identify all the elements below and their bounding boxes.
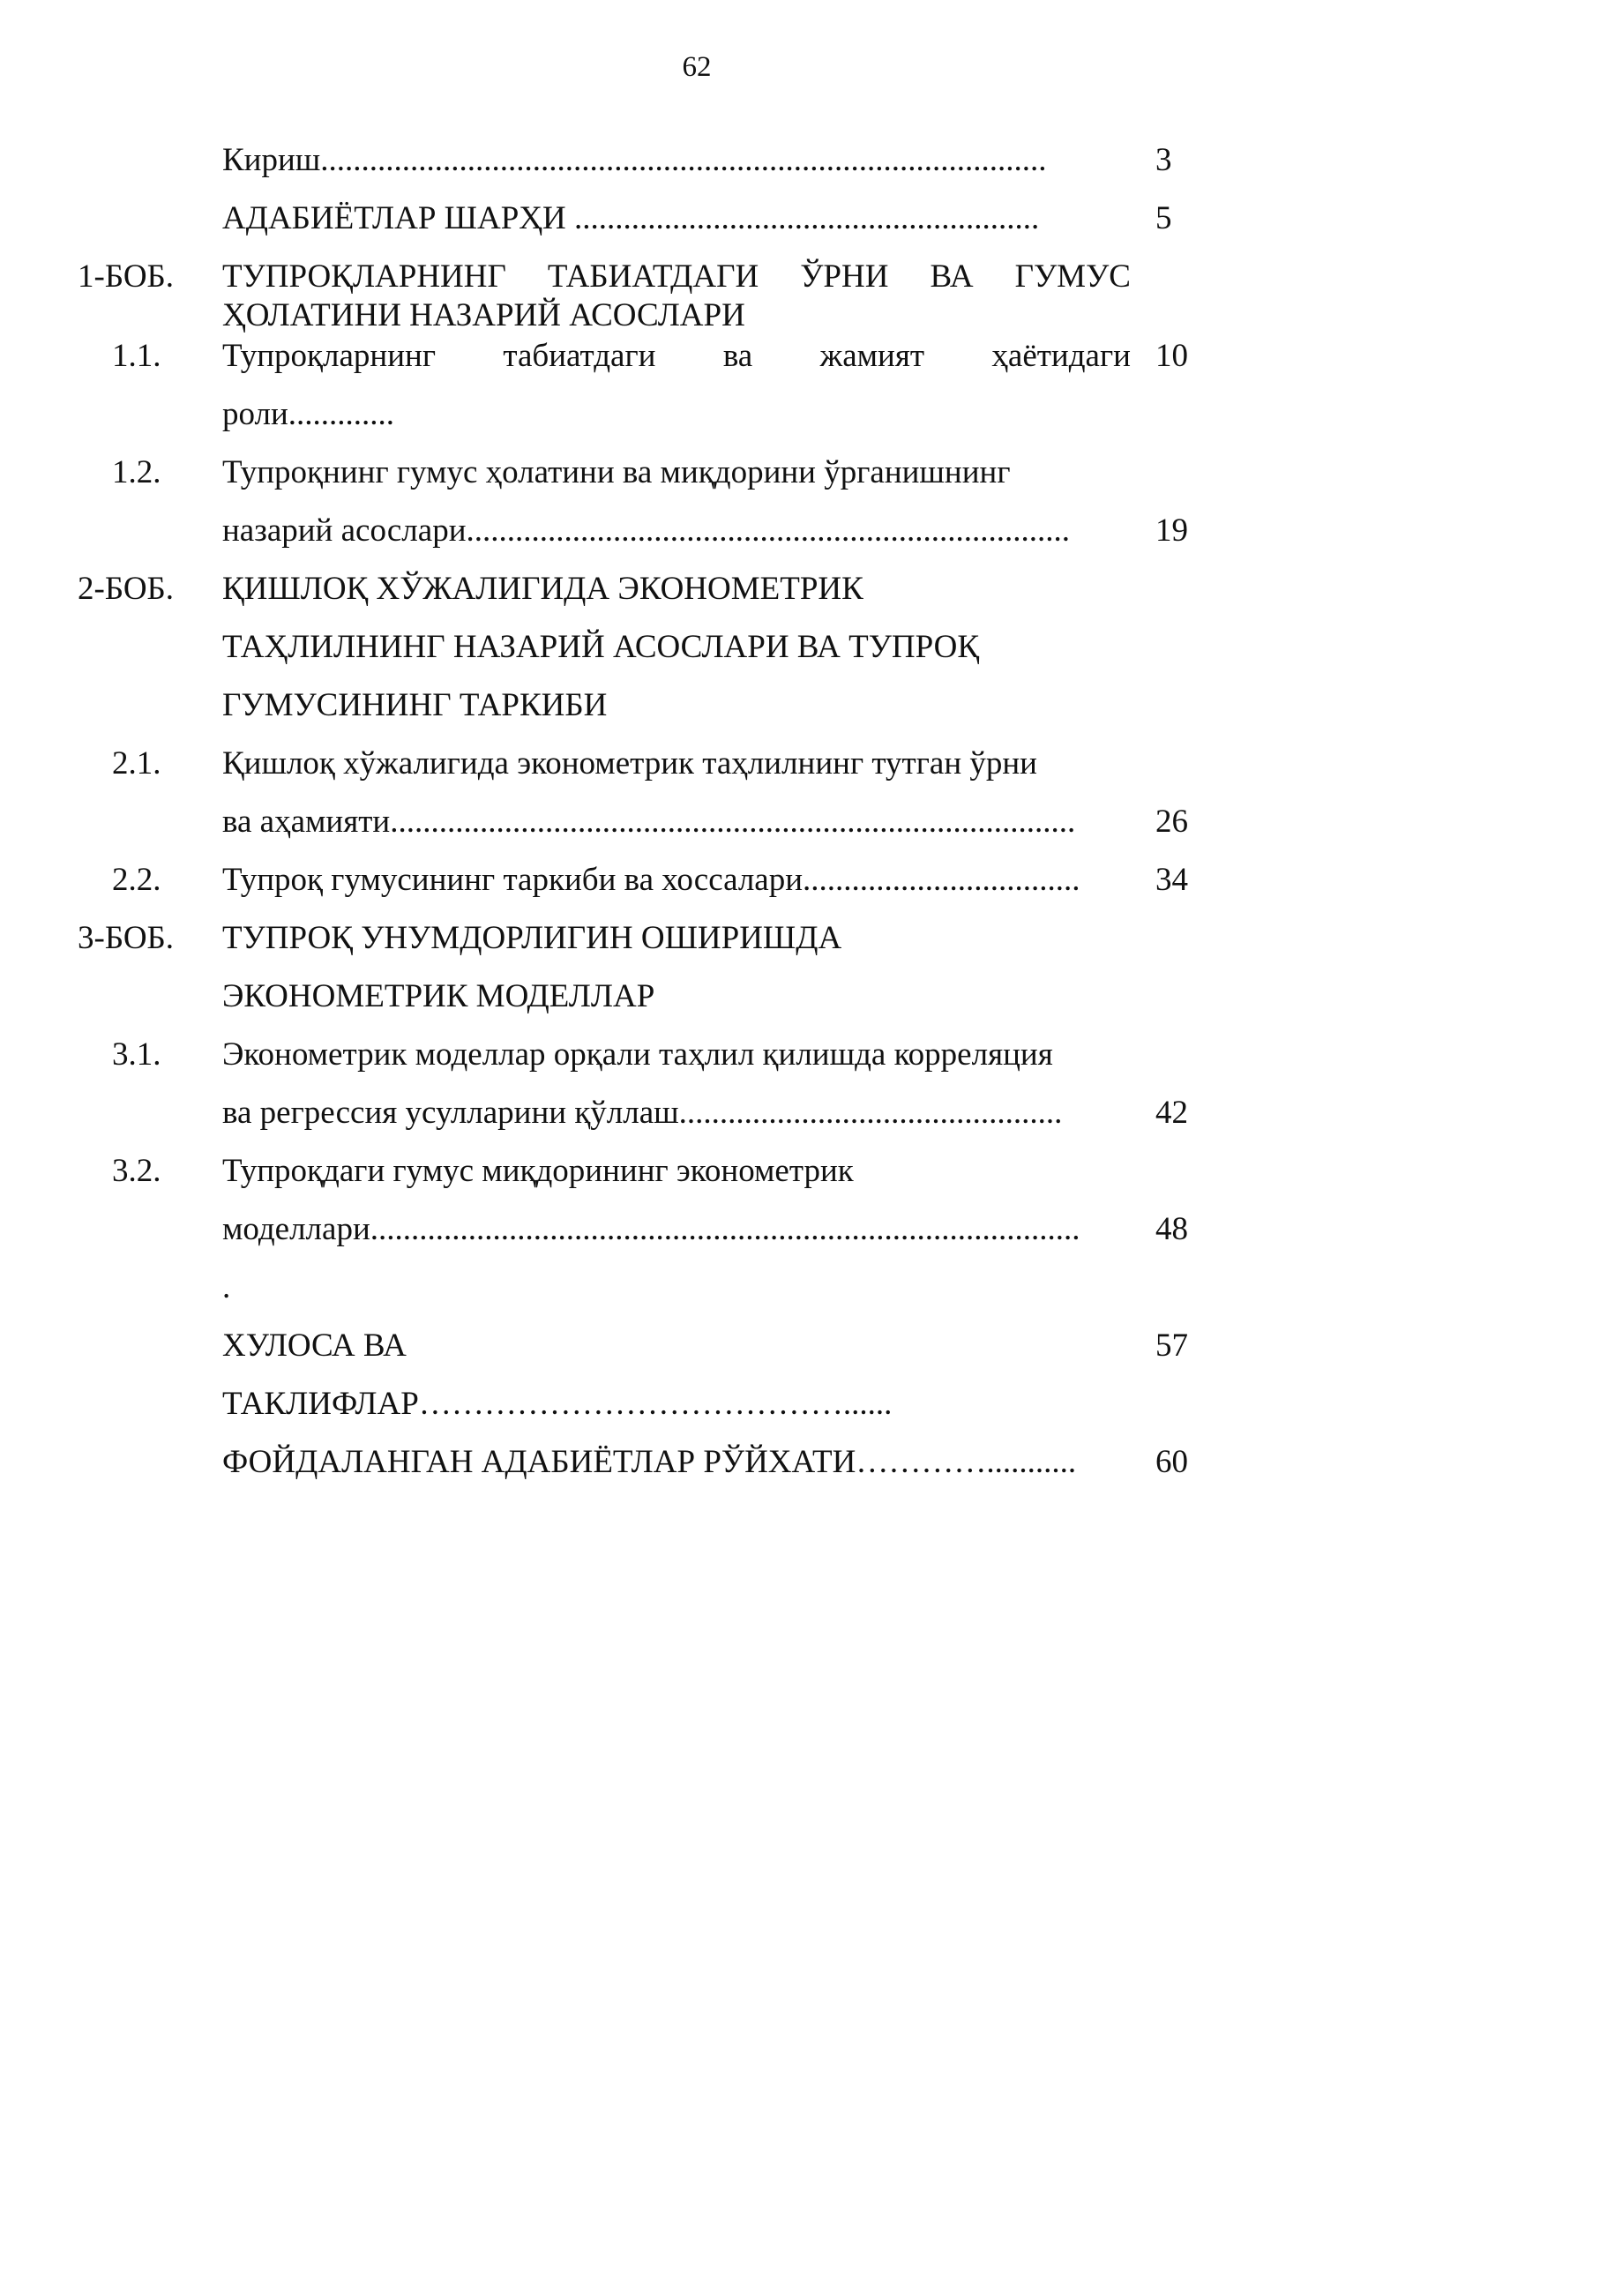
toc-s3-1-page: 42 <box>1155 1095 1188 1131</box>
toc-s3-1-title-line2: ва регрессия усулларини қўллаш............................................... <box>222 1095 1063 1131</box>
toc-intro-page: 3 <box>1155 142 1172 178</box>
toc-conclusion-page: 57 <box>1155 1327 1188 1364</box>
toc-conclusion-title-line2: ТАКЛИФЛАР…………………………………...... <box>222 1386 893 1422</box>
toc-s1-2-page: 19 <box>1155 512 1188 549</box>
toc-s1-1-word: табиатдаги <box>503 338 656 374</box>
toc-s1-1-word: ҳаётидаги <box>991 338 1131 374</box>
toc-review-title: АДАБИЁТЛАР ШАРҲИ ......................................................... <box>222 200 1040 236</box>
toc-ch1-word: ГУМУС <box>1014 258 1131 295</box>
toc-ch1-word: ТАБИАТДАГИ <box>547 258 759 295</box>
toc-s1-1-title-line1 <box>222 337 1131 376</box>
toc-s1-2-title-line1: Тупроқнинг гумус ҳолатини ва миқдорини ўрганишнинг <box>222 454 1011 490</box>
toc-s1-1-word: Тупроқларнинг <box>222 338 436 374</box>
toc-references-title: ФОЙДАЛАНГАН АДАБИЁТЛАР РЎЙХАТИ…………........... <box>222 1444 1077 1480</box>
toc-s2-1-page: 26 <box>1155 804 1188 840</box>
page-number: 62 <box>682 51 712 83</box>
toc-ch2-number: 2-БОБ. <box>78 571 175 607</box>
toc-s1-1-word: жамият <box>819 338 925 374</box>
toc-references-page: 60 <box>1155 1444 1188 1480</box>
toc-s3-2-title-line1: Тупроқдаги гумус миқдорининг эконометрик <box>222 1153 854 1189</box>
toc-ch3-title-line2: ЭКОНОМЕТРИК МОДЕЛЛАР <box>222 978 655 1014</box>
toc-s2-1-title-line2: ва аҳамияти.................................................................................... <box>222 804 1076 840</box>
toc-s1-1-word: ва <box>722 338 753 374</box>
toc-ch1-number: 1-БОБ. <box>78 258 175 295</box>
toc-ch3-number: 3-БОБ. <box>78 920 175 956</box>
toc-s3-2-title-line2: моделлари....................................................................................... <box>222 1211 1080 1247</box>
toc-s1-2-title-line2: назарий асослари.......................................................................... <box>222 512 1070 549</box>
toc-s3-2-title-line3: . <box>222 1269 231 1305</box>
toc-s2-2-page: 34 <box>1155 862 1188 898</box>
toc-s1-1-page: 10 <box>1155 338 1188 374</box>
toc-ch2-title-line3: ГУМУСИНИНГ ТАРКИБИ <box>222 687 608 723</box>
toc-s3-2-page: 48 <box>1155 1211 1188 1247</box>
toc-intro-title: Кириш......................................................................................... <box>222 142 1047 178</box>
toc-review-page: 5 <box>1155 200 1172 236</box>
toc-s1-1-title-line2: роли............. <box>222 396 395 432</box>
toc-ch2-title-line2: ТАҲЛИЛНИНГ НАЗАРИЙ АСОСЛАРИ ВА ТУПРОҚ <box>222 629 980 665</box>
toc-ch1-word: ВА <box>930 258 974 295</box>
toc-conclusion-title-line1: ХУЛОСА ВА <box>222 1327 407 1364</box>
toc-s2-2-title: Тупроқ гумусининг таркиби ва хоссалари.................................. <box>222 862 1080 898</box>
toc-s3-1-number: 3.1. <box>112 1036 161 1073</box>
toc-ch2-title-line1: ҚИШЛОҚ ХЎЖАЛИГИДА ЭКОНОМЕТРИК <box>222 571 863 607</box>
toc-ch1-word: ТУПРОҚЛАРНИНГ <box>222 258 506 295</box>
toc-ch1-title-line1 <box>222 258 1131 296</box>
toc-s1-1-number: 1.1. <box>112 338 161 374</box>
toc-s2-1-number: 2.1. <box>112 745 161 782</box>
toc-ch3-title-line1: ТУПРОҚ УНУМДОРЛИГИН ОШИРИШДА <box>222 920 842 956</box>
toc-ch1-title-line2: ҲОЛАТИНИ НАЗАРИЙ АСОСЛАРИ <box>222 297 745 333</box>
toc-ch1-word: ЎРНИ <box>800 258 889 295</box>
toc-s1-2-number: 1.2. <box>112 454 161 490</box>
toc-s2-1-title-line1: Қишлоқ хўжалигида эконометрик таҳлилнинг тутган ўрни <box>222 745 1037 782</box>
toc-s2-2-number: 2.2. <box>112 862 161 898</box>
toc-s3-2-number: 3.2. <box>112 1153 161 1189</box>
toc-s3-1-title-line1: Эконометрик моделлар орқали таҳлил қилишда корреляция <box>222 1036 1053 1073</box>
